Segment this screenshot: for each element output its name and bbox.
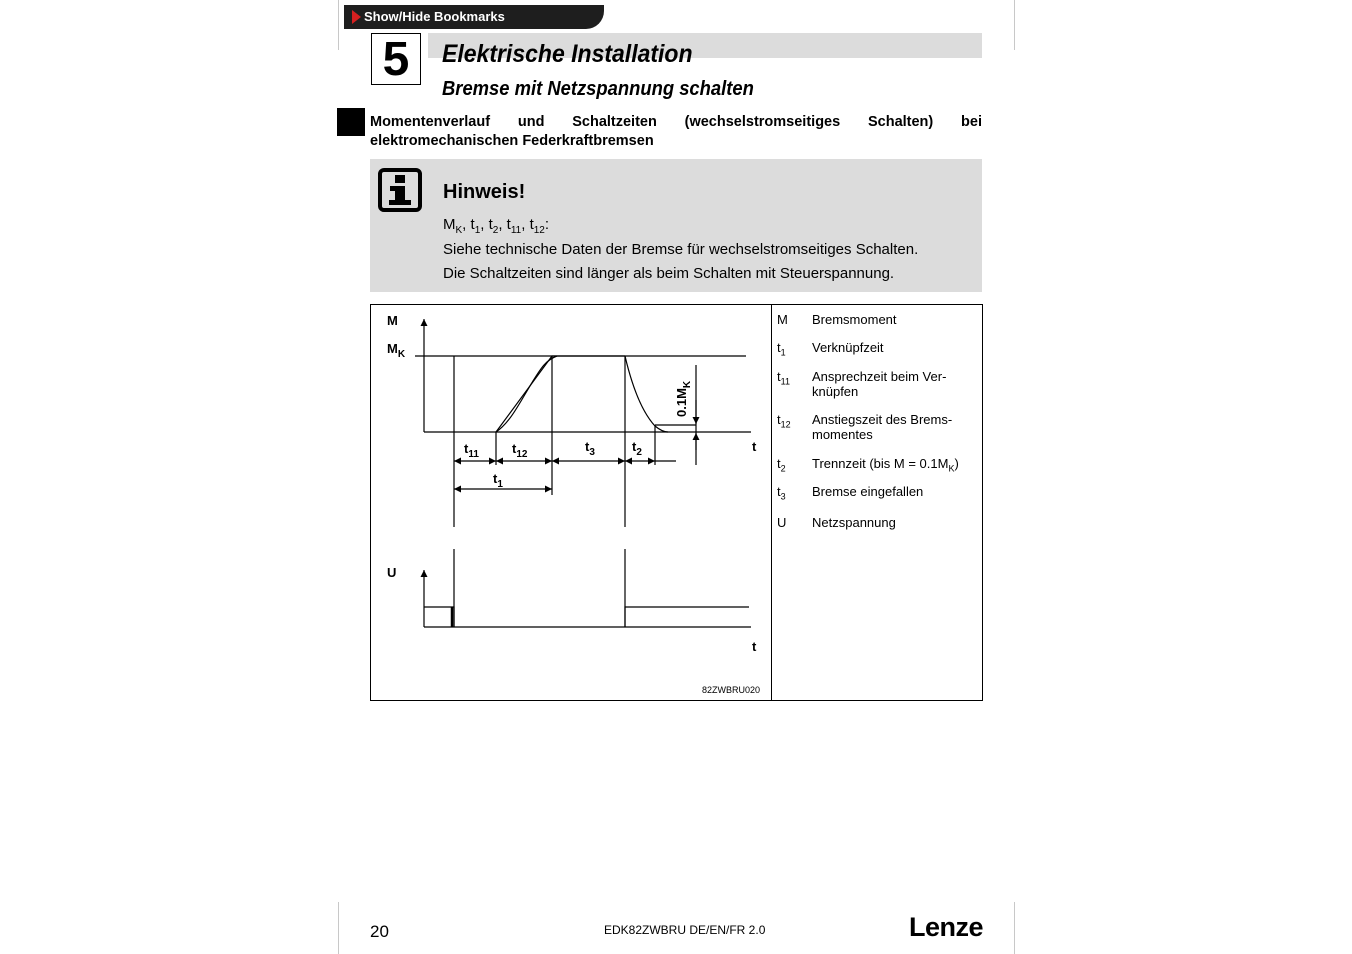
document-code: EDK82ZWBRU DE/EN/FR 2.0 [604,923,766,937]
label-pct-mk: $0.1M_K$ [674,380,693,417]
torque-curve-actual [496,356,557,432]
page-title: Elektrische Installation [442,40,693,68]
bookmarks-label: Show/Hide Bookmarks [364,9,505,24]
info-icon [378,168,422,212]
chapter-number: 5 [371,33,421,85]
label-t-bottom: t [752,639,757,654]
triangle-right-icon [352,10,361,24]
torque-curve-ideal [496,356,625,432]
margin-line-left-bottom [338,902,339,954]
note-line-2: Siehe technische Daten der Bremse für wechselstromseitiges Schalten. [443,241,919,258]
margin-line-left-top [338,0,339,50]
section-heading: Momentenverlauf und Schaltzeiten (wechselstromseitiges Schalten) bei elektromechanischen Federkraftbremsen [370,114,982,149]
label-t3: $t_3$ [585,439,595,458]
lenze-logo: Lenze [909,912,984,942]
figure-divider [771,305,772,700]
margin-line-right-top [1014,0,1015,50]
figure: M $M_K$ U t t $t_{11}$ $t_{12}$ $t_3$ $t_2$ $t_1$ $0.1M_K$ 82ZWBRU020 M Bremsmoment $t_1$ Verknüpfzeit $t_{11}$ Ansprechzeit beim Verknüpfen $t_{12}$ Anstiegszeit des Bremsmomentes $t_2$ Trennzeit (bis $M = 0.1M_K$) $t_3$ Bremse eingefallen U Netzspannung [370,304,983,701]
timing-diagram [371,305,771,700]
show-hide-bookmarks-button[interactable] [344,5,604,29]
label-t12: $t_{12}$ [512,441,528,460]
label-t-top: t [752,439,757,454]
voltage-signal [424,607,749,627]
note-symbols-line: $M_K$, $t_1$, $t_2$, $t_{11}$, $t_{12}$: [443,216,550,236]
section-marker [337,108,365,136]
page-subtitle: Bremse mit Netzspannung schalten [442,78,754,100]
label-u: U [387,565,397,580]
note-title: Hinweis! [443,181,526,203]
torque-decay-curve [625,356,668,432]
figure-id: 82ZWBRU020 [702,685,761,695]
note-line-3: Die Schaltzeiten sind länger als beim Schalten mit Steuerspannung. [443,265,895,282]
label-t11: $t_{11}$ [464,441,479,460]
label-t2: $t_2$ [632,439,642,458]
label-m: M [387,313,398,328]
label-t1: $t_1$ [493,471,503,490]
label-mk: $M_K$ [387,341,406,360]
page-number: 20 [370,922,389,941]
margin-line-right-bottom [1014,902,1015,954]
